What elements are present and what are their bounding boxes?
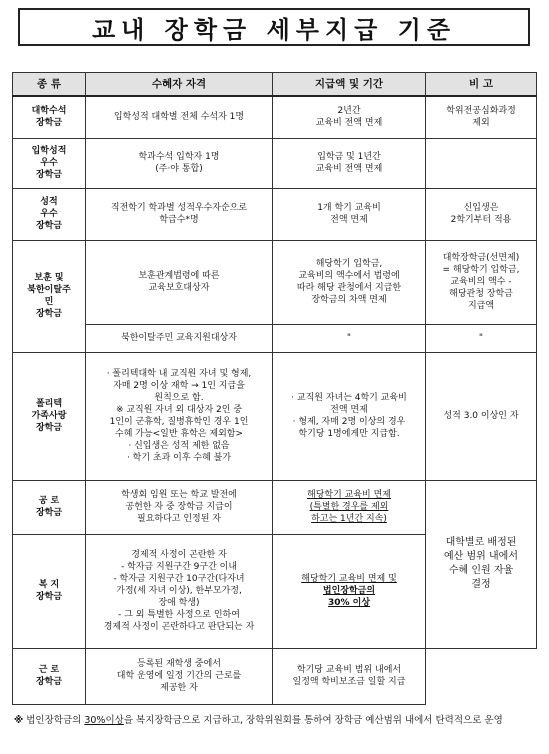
header-qualification: 수혜자 자격 xyxy=(86,73,273,97)
table-row xyxy=(13,480,537,534)
table-row xyxy=(13,138,537,188)
qualification-text: 직전학기 학과별 성적우수자순으로 학급수*명 xyxy=(110,203,248,225)
amount-text: 1개 학기 교육비 전액 면제 xyxy=(317,203,381,225)
note-cell xyxy=(426,188,537,240)
type-cell xyxy=(13,188,86,240)
amount-text: 해당학기 교육비 면제 xyxy=(307,490,391,500)
amount-text: (특별한 경우를 제외 xyxy=(309,502,389,512)
header-type: 종 류 xyxy=(13,73,86,97)
footnote-highlight: 30%이상 xyxy=(84,715,124,726)
note-cell xyxy=(426,138,537,188)
type-label: 폴리텍 가족사랑 장학금 xyxy=(31,399,67,433)
amount-text: · 교직원 자녀는 4학기 교육비 전액 면제 · 형제, 자매 2명 이상의 경우 학기당 1명에게만 지급함. xyxy=(291,393,407,439)
qualification-text: 학과수석 입학자 1명 (주·야 통합) xyxy=(138,152,220,174)
qualification-cell xyxy=(86,96,273,138)
table-row xyxy=(13,352,537,480)
amount-cell xyxy=(273,324,426,352)
note-cell xyxy=(426,96,537,138)
amount-cell xyxy=(273,534,426,648)
qualification-cell xyxy=(86,648,273,704)
type-label: 근 로 장학금 xyxy=(35,665,63,687)
amount-cell xyxy=(273,96,426,138)
amount-text: 해당학기 입학금, 교육비의 액수에서 법령에 따라 해당 관청에서 지급한 장학금의 차액 면제 xyxy=(296,259,402,305)
footnote-text: 법인장학금의 xyxy=(26,715,85,726)
amount-cell xyxy=(273,648,426,704)
note-cell xyxy=(426,324,537,352)
note-text: 대학장학금(선면제) = 해당학기 입학금, 교육비의 액수 - 해당관청 장학금 지급액 xyxy=(442,253,520,311)
qualification-cell xyxy=(86,534,273,648)
footnote xyxy=(14,712,538,730)
amount-text: 학기당 교육비 범위 내에서 일정액 학비보조금 일할 지급 xyxy=(292,665,406,687)
amount-text: 해당학기 교육비 면제 및 xyxy=(301,574,397,584)
amount-text: 하고는 1년간 지속) xyxy=(311,514,387,524)
qualification-cell xyxy=(86,188,273,240)
qualification-text: 경제적 사정이 곤란한 자 - 학자금 지원구간 9구간 이내 - 학자금 지원구간 10구간(다자녀 가정(세 자녀 이상), 한부모가정, 장애 학생) - 그 외 특별한 사정으로 인하여 경제적 사정이 곤란하다고 판단되는 자 xyxy=(103,550,255,632)
table-row xyxy=(13,648,537,704)
qualification-cell xyxy=(86,240,273,324)
type-label: 대학수석 장학금 xyxy=(31,106,67,129)
type-cell xyxy=(13,480,86,534)
qualification-text: · 폴리텍대학 내 교직원 자녀 및 형제, 자매 2명 이상 재학 → 1인 지급을 원칙으로 함. ※ 교직원 자녀 외 대상자 2인 중 1인이 군휴학, 질병휴학인 경우 1인 수혜 가능<일반 휴학은 제외함> · 신입생은 성적 제한 없음 · 학기 초과 이후 수혜 불가 xyxy=(106,369,252,463)
qualification-text: 북한이탈주민 교육지원대상자 xyxy=(121,333,237,343)
type-cell xyxy=(13,352,86,480)
note-cell xyxy=(426,352,537,480)
table-row xyxy=(13,240,537,324)
qualification-cell xyxy=(86,480,273,534)
header-note: 비 고 xyxy=(426,73,537,97)
type-label: 복 지 장학금 xyxy=(35,580,63,602)
note-text: 학위전공심화과정 제외 xyxy=(446,106,516,129)
qualification-text: 학생회 임원 또는 학교 발전에 공헌한 자 중 장학금 지급이 필요하다고 인정된 자 xyxy=(121,490,237,524)
header-amount-period: 지급액 및 기간 xyxy=(273,73,426,97)
scholarship-table xyxy=(12,72,537,705)
amount-cell xyxy=(273,480,426,534)
qualification-cell xyxy=(86,324,273,352)
type-cell xyxy=(13,240,86,352)
amount-cell xyxy=(273,188,426,240)
type-label: 성적 우수 장학금 xyxy=(35,197,63,231)
amount-text: 30% 이상 xyxy=(327,598,371,608)
amount-cell xyxy=(273,352,426,480)
type-cell xyxy=(13,96,86,138)
type-cell xyxy=(13,648,86,704)
note-text: 성적 3.0 이상인 자 xyxy=(443,411,519,421)
type-cell xyxy=(13,138,86,188)
note-cell xyxy=(426,240,537,324)
table-row xyxy=(13,188,537,240)
qualification-cell xyxy=(86,138,273,188)
amount-text: 입학금 및 1년간 교육비 전액 면제 xyxy=(315,152,383,174)
footnote-text: 을 복지장학금으로 지급하고, 장학위원회를 통하여 장학금 예산범위 내에서 탄력적으로 운영 xyxy=(123,715,503,726)
note-cell xyxy=(426,480,537,648)
table-header-row xyxy=(13,73,537,97)
note-text: 신입생은 2학기부터 적용 xyxy=(450,203,512,225)
type-label: 보훈 및 북한이탈주 민 장학금 xyxy=(27,273,71,319)
amount-text: 법인장학금의 xyxy=(322,586,376,596)
type-cell xyxy=(13,534,86,648)
ditto-mark: " xyxy=(478,333,484,343)
qualification-text: 보훈관계법령에 따른 교육보호대상자 xyxy=(138,271,220,293)
page-title: 교내 장학금 세부지급 기준 xyxy=(18,8,530,46)
table-row xyxy=(13,96,537,138)
amount-cell xyxy=(273,240,426,324)
qualification-text: 등록된 재학생 중에서 대학 운영에 일정 기간의 근로를 제공한 자 xyxy=(116,659,242,693)
table-row xyxy=(13,324,537,352)
note-text: 대학별로 배정된 예산 범위 내에서 수혜 인원 자율 결정 xyxy=(444,537,518,590)
type-label: 공 로 장학금 xyxy=(35,496,63,518)
qualification-text: 입학성적 대학별 전체 수석자 1명 xyxy=(113,112,245,123)
amount-cell xyxy=(273,138,426,188)
qualification-cell xyxy=(86,352,273,480)
type-label: 입학성적 우수 장학금 xyxy=(31,146,67,180)
reference-mark: ※ xyxy=(14,715,24,726)
amount-text: 2년간 교육비 전액 면제 xyxy=(315,106,383,129)
ditto-mark: " xyxy=(346,333,352,343)
